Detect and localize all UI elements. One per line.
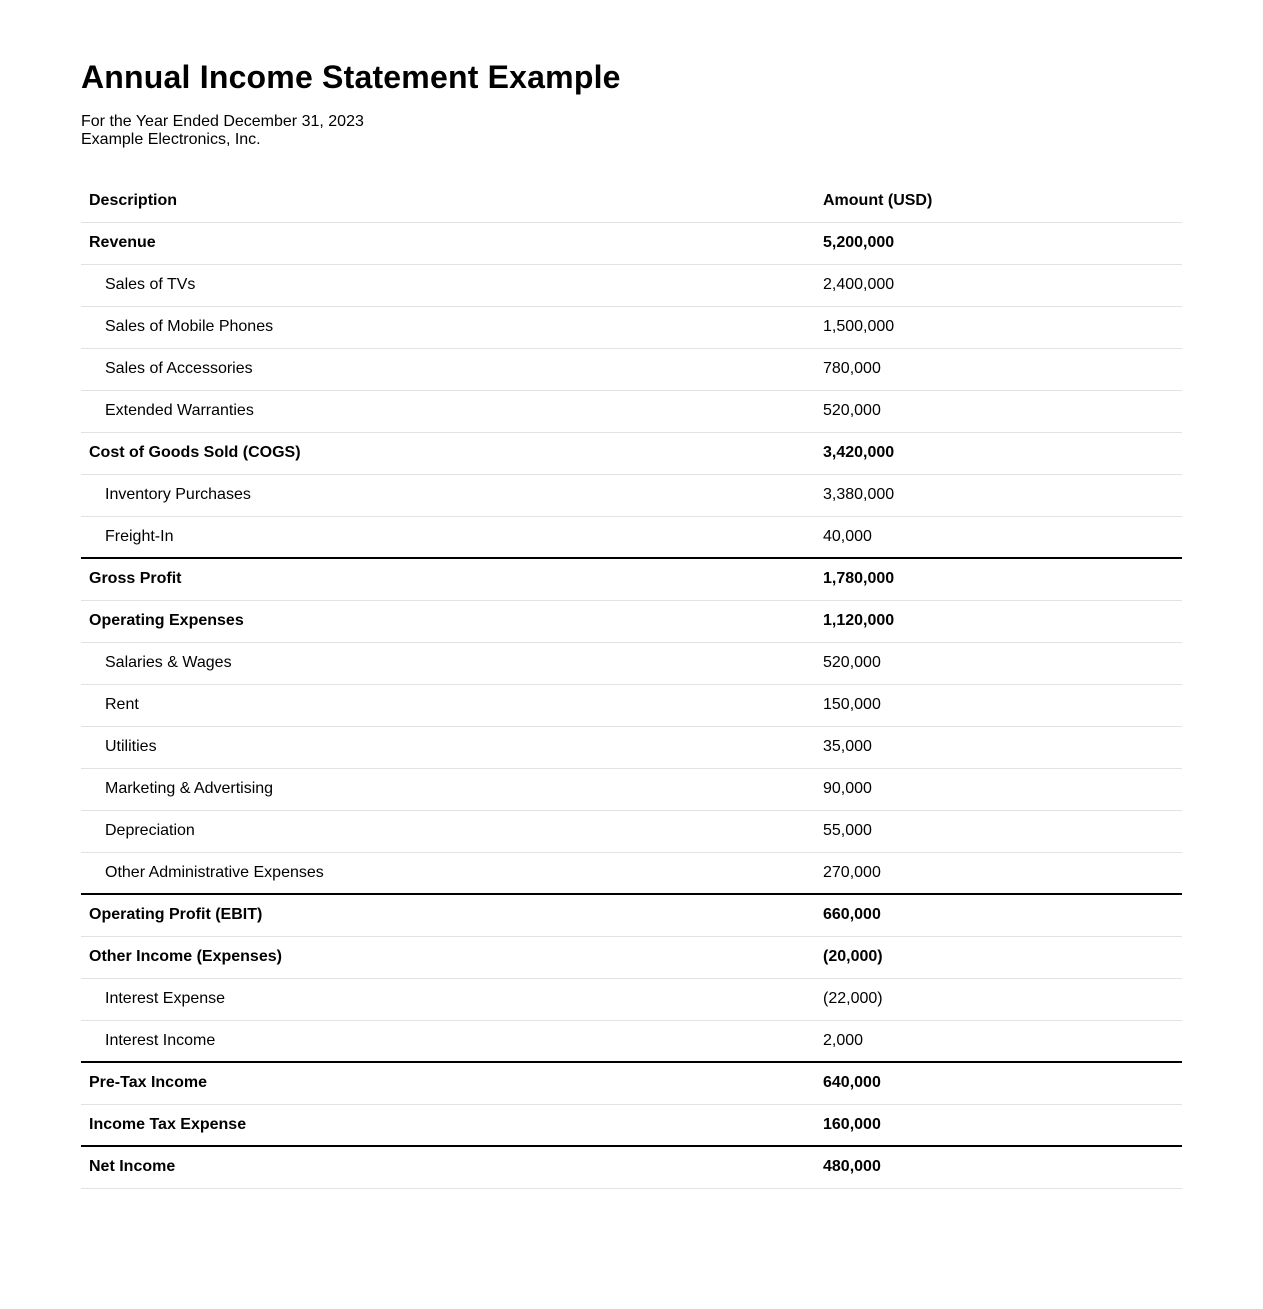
table-row xyxy=(81,306,1182,348)
row-amount: 660,000 xyxy=(815,894,1182,936)
statement-period: For the Year Ended December 31, 2023 xyxy=(81,113,364,130)
statement-subtitle xyxy=(81,113,1182,149)
row-description: Extended Warranties xyxy=(81,390,815,432)
row-description: Utilities xyxy=(81,726,815,768)
table-row xyxy=(81,978,1182,1020)
table-row xyxy=(81,474,1182,516)
row-description: Rent xyxy=(81,684,815,726)
table-row xyxy=(81,1104,1182,1146)
row-description: Other Administrative Expenses xyxy=(81,852,815,894)
table-row xyxy=(81,642,1182,684)
table-body xyxy=(81,222,1182,1188)
table-row xyxy=(81,810,1182,852)
row-description: Freight-In xyxy=(81,516,815,558)
row-amount: 480,000 xyxy=(815,1146,1182,1188)
table-row xyxy=(81,348,1182,390)
row-amount: 3,420,000 xyxy=(815,432,1182,474)
table-row xyxy=(81,852,1182,894)
table-row xyxy=(81,726,1182,768)
row-amount: 35,000 xyxy=(815,726,1182,768)
row-description: Interest Income xyxy=(81,1020,815,1062)
table-row xyxy=(81,936,1182,978)
table-row xyxy=(81,684,1182,726)
row-amount: 270,000 xyxy=(815,852,1182,894)
row-amount: 640,000 xyxy=(815,1062,1182,1104)
company-name: Example Electronics, Inc. xyxy=(81,131,261,148)
row-description: Inventory Purchases xyxy=(81,474,815,516)
table-row xyxy=(81,600,1182,642)
row-amount: 55,000 xyxy=(815,810,1182,852)
row-description: Pre-Tax Income xyxy=(81,1062,815,1104)
row-description: Cost of Goods Sold (COGS) xyxy=(81,432,815,474)
row-amount: 3,380,000 xyxy=(815,474,1182,516)
row-amount: 2,400,000 xyxy=(815,264,1182,306)
row-description: Net Income xyxy=(81,1146,815,1188)
row-description: Operating Profit (EBIT) xyxy=(81,894,815,936)
row-amount: 520,000 xyxy=(815,390,1182,432)
row-description: Revenue xyxy=(81,222,815,264)
table-row xyxy=(81,222,1182,264)
row-amount: 5,200,000 xyxy=(815,222,1182,264)
row-amount: 2,000 xyxy=(815,1020,1182,1062)
table-row xyxy=(81,558,1182,600)
row-description: Sales of Accessories xyxy=(81,348,815,390)
row-amount: 150,000 xyxy=(815,684,1182,726)
row-amount: (20,000) xyxy=(815,936,1182,978)
row-description: Other Income (Expenses) xyxy=(81,936,815,978)
row-description: Gross Profit xyxy=(81,558,815,600)
column-header-amount: Amount (USD) xyxy=(815,180,1182,222)
table-row xyxy=(81,1146,1182,1188)
income-statement-table xyxy=(81,180,1182,1189)
row-description: Operating Expenses xyxy=(81,600,815,642)
table-row xyxy=(81,1020,1182,1062)
table-row xyxy=(81,390,1182,432)
row-description: Sales of TVs xyxy=(81,264,815,306)
row-amount: 40,000 xyxy=(815,516,1182,558)
table-header-row xyxy=(81,180,1182,222)
row-description: Marketing & Advertising xyxy=(81,768,815,810)
table-row xyxy=(81,894,1182,936)
table-row xyxy=(81,1062,1182,1104)
row-description: Salaries & Wages xyxy=(81,642,815,684)
row-amount: 520,000 xyxy=(815,642,1182,684)
table-row xyxy=(81,432,1182,474)
table-row xyxy=(81,516,1182,558)
column-header-description: Description xyxy=(81,180,815,222)
table-row xyxy=(81,768,1182,810)
row-amount: 1,780,000 xyxy=(815,558,1182,600)
row-amount: (22,000) xyxy=(815,978,1182,1020)
row-description: Interest Expense xyxy=(81,978,815,1020)
row-amount: 1,500,000 xyxy=(815,306,1182,348)
row-amount: 780,000 xyxy=(815,348,1182,390)
row-amount: 1,120,000 xyxy=(815,600,1182,642)
row-description: Sales of Mobile Phones xyxy=(81,306,815,348)
row-description: Income Tax Expense xyxy=(81,1104,815,1146)
row-description: Depreciation xyxy=(81,810,815,852)
page-title: Annual Income Statement Example xyxy=(81,59,621,95)
row-amount: 90,000 xyxy=(815,768,1182,810)
row-amount: 160,000 xyxy=(815,1104,1182,1146)
table-row xyxy=(81,264,1182,306)
